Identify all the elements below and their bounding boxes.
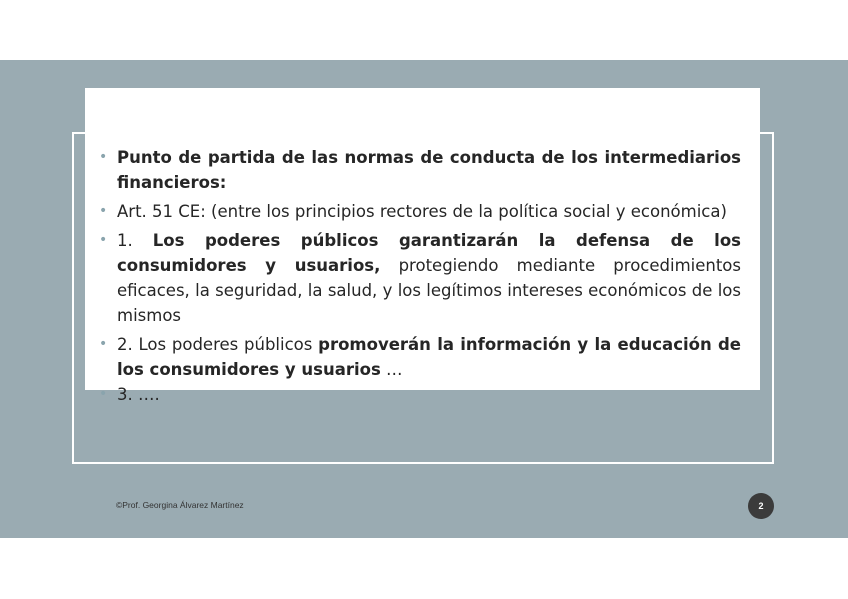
bullet-item bbox=[98, 228, 741, 328]
bullet-lead-text: 2. Los poderes públicos bbox=[117, 335, 319, 354]
bullet-lead-text: 1. bbox=[117, 231, 153, 250]
footer-credit: ©Prof. Georgina Álvarez Martínez bbox=[116, 500, 244, 510]
bullet-dot-icon: • bbox=[99, 232, 108, 248]
bullet-text: 3. …. bbox=[117, 385, 160, 404]
bullet-item bbox=[98, 145, 741, 195]
bullet-list bbox=[98, 145, 741, 411]
bullet-bold-text: Punto de partida de las normas de conducta de los intermediarios financieros: bbox=[117, 148, 741, 192]
bullet-tail-text: protegiendo mediante procedimientos eficaces, la seguridad, la salud, y los legítimos intereses económicos de los mismos bbox=[117, 256, 741, 325]
bullet-bold-text: promoverán la información y la educación de los consumidores y usuarios bbox=[117, 335, 741, 379]
bullet-dot-icon: • bbox=[99, 386, 108, 402]
bullet-bold-text: Los poderes públicos garantizarán la defensa de los consumidores y usuarios, bbox=[117, 231, 741, 275]
bullet-text: Art. 51 CE: (entre los principios rectores de la política social y económica) bbox=[117, 202, 727, 221]
bullet-item bbox=[98, 332, 741, 382]
bullet-item bbox=[98, 199, 741, 224]
page-number-badge: 2 bbox=[748, 493, 774, 519]
bullet-item bbox=[98, 382, 741, 407]
bullet-tail-text: … bbox=[380, 360, 403, 379]
bullet-dot-icon: • bbox=[99, 149, 108, 165]
bullet-dot-icon: • bbox=[99, 336, 108, 352]
bullet-dot-icon: • bbox=[99, 203, 108, 219]
